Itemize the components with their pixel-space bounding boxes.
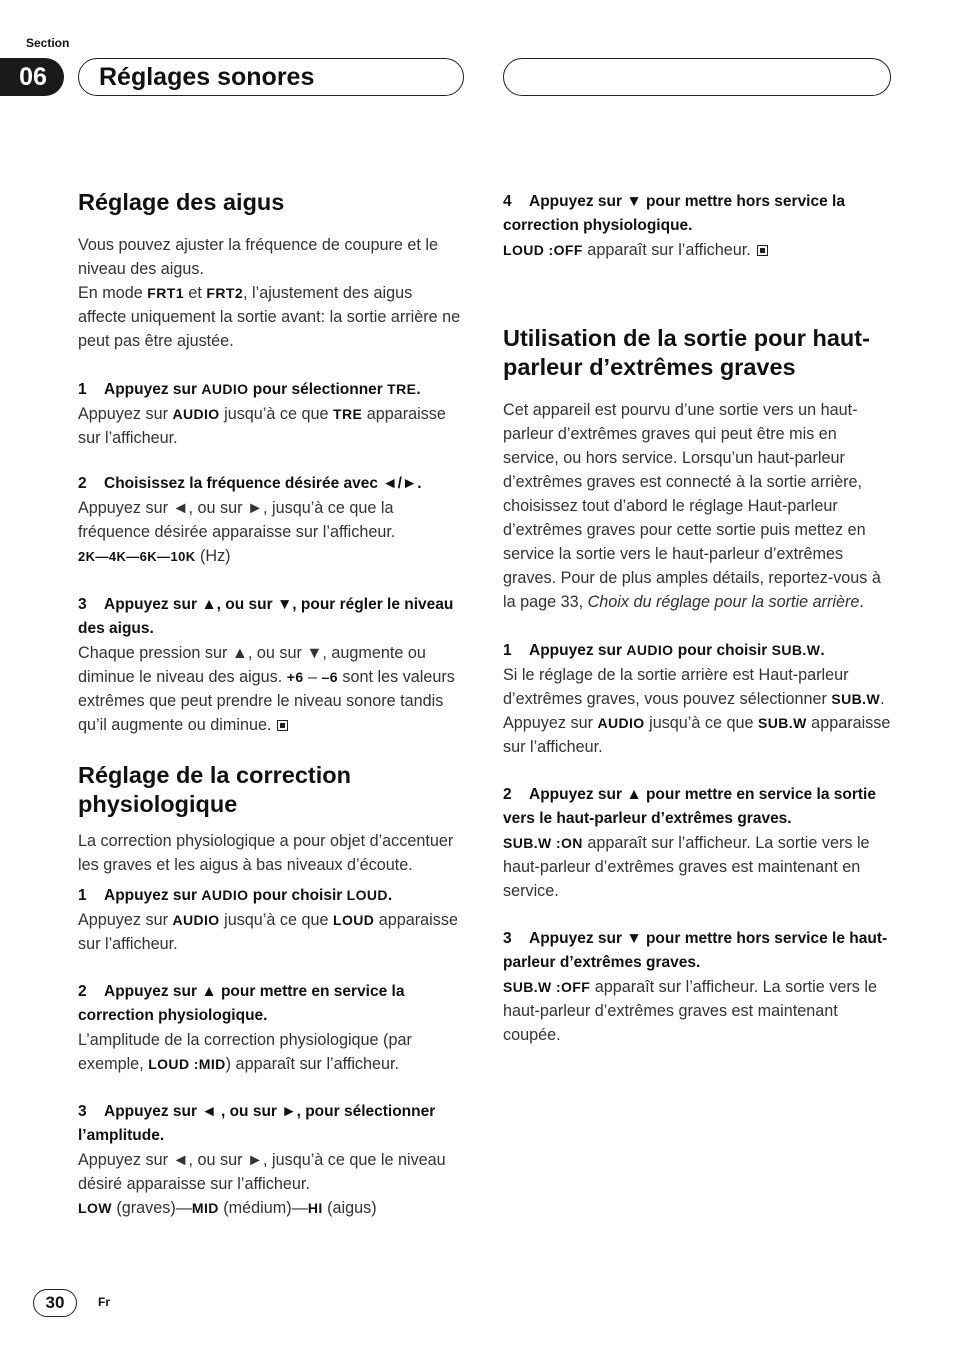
subw-step3-title: 3 Appuyez sur ▼ pour mettre hors service le haut-parleur d’extrêmes graves. bbox=[503, 930, 888, 971]
page-number: 30 bbox=[33, 1289, 77, 1317]
header-right-box bbox=[503, 58, 891, 96]
loud-step4-body: LOUD :OFF apparaît sur l’afficheur. bbox=[503, 238, 891, 262]
chapter-title-box bbox=[78, 58, 464, 96]
loud-step4-title: 4 Appuyez sur ▼ pour mettre hors service la correction physiologique. bbox=[503, 193, 845, 234]
subw-step2-title: 2 Appuyez sur ▲ pour mettre en service la sortie vers le haut-parleur d’extrêmes graves. bbox=[503, 786, 876, 827]
loud-step3-body: Appuyez sur ◄, ou sur ►, jusqu’à ce que le niveau désiré apparaisse sur l’afficheur. bbox=[78, 1151, 446, 1193]
end-of-section-icon bbox=[277, 720, 288, 731]
heading-aigus: Réglage des aigus bbox=[78, 189, 285, 215]
chapter-title: Réglages sonores bbox=[99, 63, 315, 91]
end-of-section-icon bbox=[757, 245, 768, 256]
loud-step1-title: 1 Appuyez sur AUDIO pour choisir LOUD. bbox=[78, 887, 393, 904]
aigus-intro: Vous pouvez ajuster la fréquence de coupure et le niveau des aigus. bbox=[78, 236, 438, 278]
aigus-step1-title: 1 Appuyez sur AUDIO pour sélectionner TRE. bbox=[78, 381, 421, 398]
subw-step1-title: 1 Appuyez sur AUDIO pour choisir SUB.W. bbox=[503, 642, 825, 659]
aigus-step2-body: Appuyez sur ◄, ou sur ►, jusqu’à ce que la fréquence désirée apparaisse sur l’afficheur. bbox=[78, 499, 396, 541]
subw-step1-body: Si le réglage de la sortie arrière est Haut-parleur d’extrêmes graves, vous pouvez sélectionner SUB.W. Appuyez sur AUDIO jusqu’à ce que SUB.W apparaisse sur l’afficheur. bbox=[503, 666, 891, 756]
aigus-freq-list: 2K—4K—6K—10K (Hz) bbox=[78, 547, 231, 565]
code-frt2: FRT2 bbox=[206, 285, 244, 301]
subw-step3-body: SUB.W :OFF apparaît sur l’afficheur. La sortie vers le haut-parleur d’extrêmes graves est maintenant coupée. bbox=[503, 978, 877, 1044]
loud-step1-body: Appuyez sur AUDIO jusqu’à ce que LOUD apparaisse sur l’afficheur. bbox=[78, 911, 458, 953]
right-column bbox=[503, 190, 891, 1047]
aigus-step1-body: Appuyez sur AUDIO jusqu’à ce que TRE apparaisse sur l’afficheur. bbox=[78, 405, 446, 447]
section-label: Section bbox=[26, 36, 70, 50]
aigus-step3-title: 3 Appuyez sur ▲, ou sur ▼, pour régler le niveau des aigus. bbox=[78, 596, 454, 637]
left-column bbox=[78, 188, 464, 1220]
heading-subwoofer: Utilisation de la sortie pour haut-parleur d’extrêmes graves bbox=[503, 325, 870, 380]
aigus-intro-mode: En mode FRT1 et FRT2, l’ajustement des aigus affecte uniquement la sortie avant: la sortie arrière ne peut pas être ajustée. bbox=[78, 284, 461, 350]
loud-levels: LOW (graves)—MID (médium)—HI (aigus) bbox=[78, 1199, 377, 1217]
aigus-step3-body: Chaque pression sur ▲, ou sur ▼, augmente ou diminue le niveau des aigus. +6 – –6 sont les valeurs extrêmes que peut prendre le niveau sonore tandis qu’il augmente ou diminue. bbox=[78, 644, 455, 734]
section-number-badge: 06 bbox=[0, 58, 64, 96]
language-label: Fr bbox=[98, 1295, 110, 1309]
cross-reference: Choix du réglage pour la sortie arrière bbox=[587, 593, 860, 611]
loud-intro: La correction physiologique a pour objet d’accentuer les graves et les aigus à bas niveaux d’écoute. bbox=[78, 832, 454, 874]
loud-step2-body: L’amplitude de la correction physiologique (par exemple, LOUD :MID) apparaît sur l’afficheur. bbox=[78, 1031, 412, 1073]
loud-step2-title: 2 Appuyez sur ▲ pour mettre en service la correction physiologique. bbox=[78, 983, 405, 1024]
loud-step3-title: 3 Appuyez sur ◄ , ou sur ►, pour sélectionner l’amplitude. bbox=[78, 1103, 436, 1144]
subw-intro: Cet appareil est pourvu d’une sortie vers un haut-parleur d’extrêmes graves qui peut être mis en service, ou hors service. Lorsqu’un haut-parleur d’extrêmes graves est connecté à la sortie arrière, choisissez tout d’abord le réglage Haut-parleur d’extrêmes graves pour cette sortie puis mettez en service la sortie vers le haut-parleur d’extrêmes graves. Pour de plus amples détails, reportez-vous à la page 33, Choix du réglage pour la sortie arrière. bbox=[503, 401, 881, 611]
aigus-step2-title: 2 Choisissez la fréquence désirée avec ◄/►. bbox=[78, 475, 422, 492]
subw-step2-body: SUB.W :ON apparaît sur l’afficheur. La sortie vers le haut-parleur d’extrêmes graves est maintenant en service. bbox=[503, 834, 870, 900]
code-frt1: FRT1 bbox=[147, 285, 184, 301]
heading-loudness: Réglage de la correction physiologique bbox=[78, 762, 351, 817]
